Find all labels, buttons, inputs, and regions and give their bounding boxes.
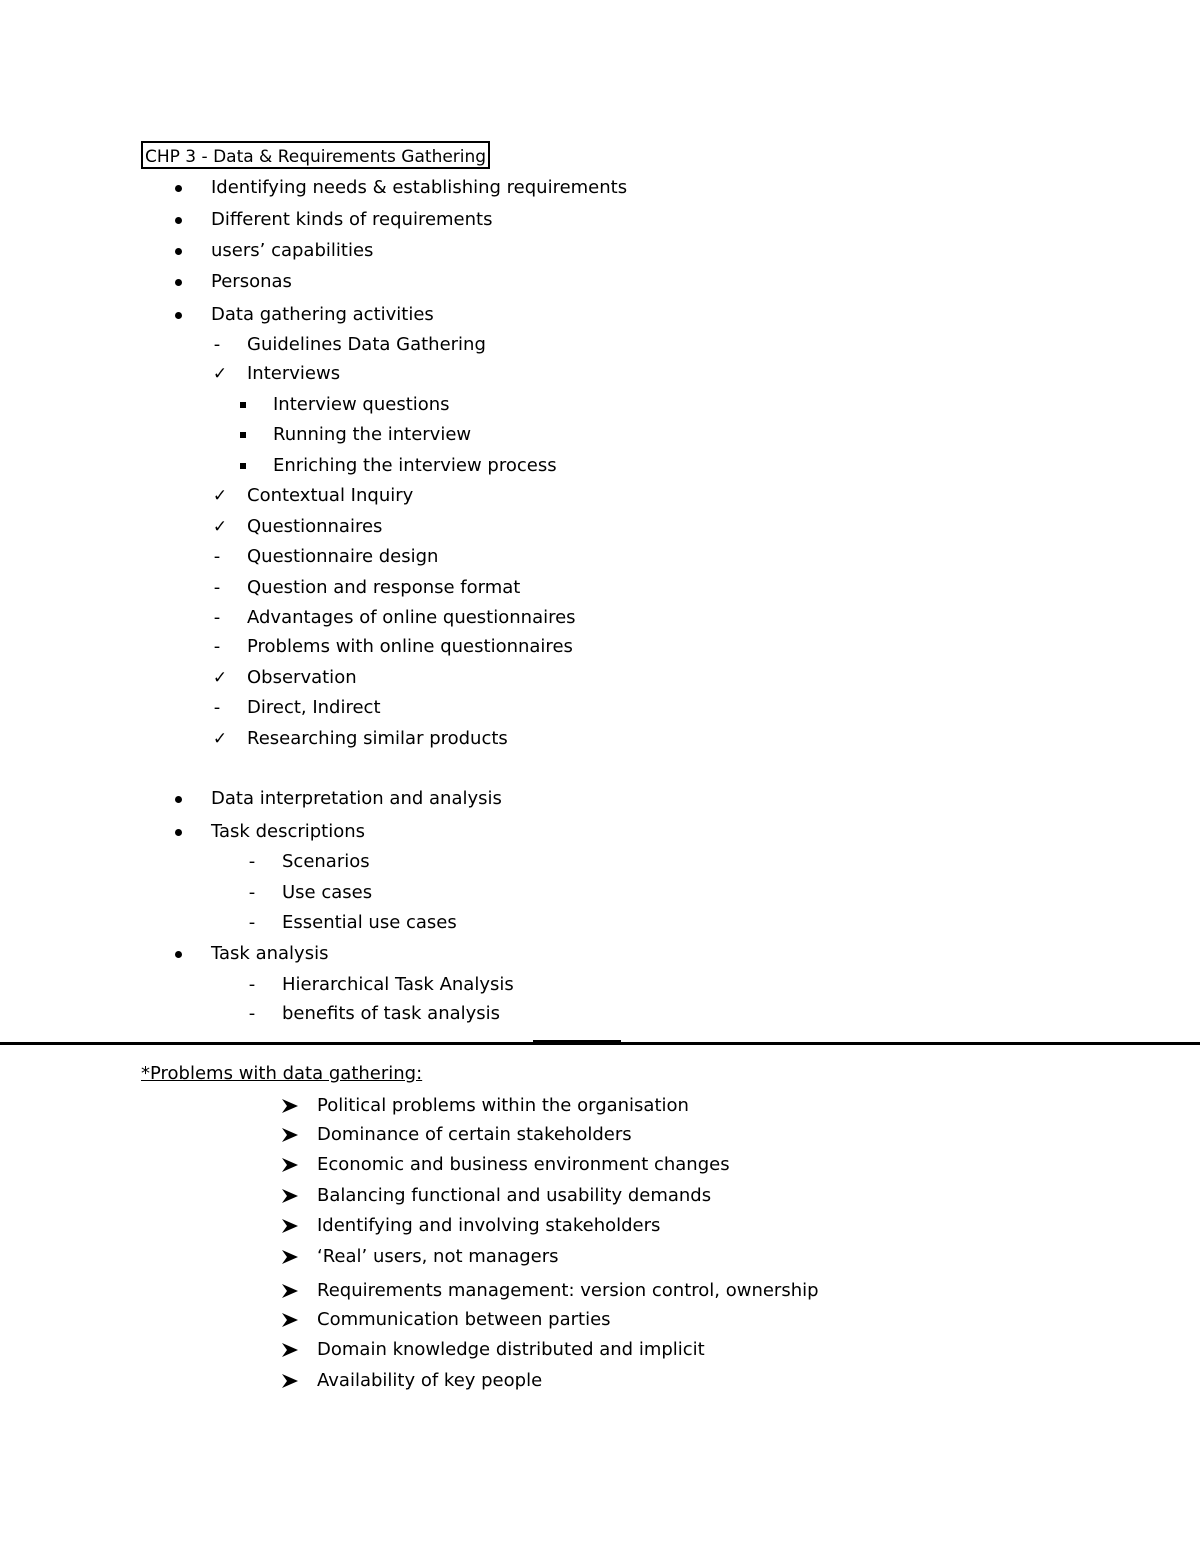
arrow-bullet-icon — [281, 1339, 303, 1361]
bullet-dot-icon — [168, 177, 188, 199]
list-item: Problems with online questionnaires — [247, 636, 573, 657]
list-item: Questionnaire design — [247, 546, 439, 567]
page-title: CHP 3 - Data & Requirements Gathering — [141, 141, 490, 169]
arrow-bullet-icon — [281, 1280, 303, 1302]
dash-icon — [242, 882, 262, 904]
dash-icon — [242, 1003, 262, 1025]
list-item: Contextual Inquiry — [247, 485, 414, 506]
list-item: Running the interview — [273, 424, 472, 445]
dash-icon — [242, 974, 262, 996]
section-heading: *Problems with data gathering: — [141, 1063, 423, 1084]
bullet-dot-icon — [168, 240, 188, 262]
arrow-bullet-icon — [281, 1215, 303, 1237]
square-bullet-icon — [233, 424, 253, 446]
list-item: Interview questions — [273, 394, 450, 415]
dash-icon — [207, 636, 227, 658]
list-item: users’ capabilities — [211, 240, 374, 261]
list-item: Task descriptions — [211, 821, 366, 842]
bullet-dot-icon — [168, 788, 188, 810]
list-item: Dominance of certain stakeholders — [317, 1124, 632, 1145]
arrow-bullet-icon — [281, 1309, 303, 1331]
list-item: Economic and business environment changes — [317, 1154, 730, 1175]
list-item: Observation — [247, 667, 357, 688]
arrow-bullet-icon — [281, 1154, 303, 1176]
bullet-dot-icon — [168, 821, 188, 843]
arrow-bullet-icon — [281, 1370, 303, 1392]
square-bullet-icon — [233, 455, 253, 477]
list-item: Balancing functional and usability demands — [317, 1185, 712, 1206]
divider-segment — [533, 1040, 621, 1045]
dash-icon — [207, 607, 227, 629]
dash-icon — [207, 334, 227, 356]
bullet-dot-icon — [168, 209, 188, 231]
bullet-dot-icon — [168, 943, 188, 965]
list-item: Political problems within the organisation — [317, 1095, 689, 1116]
checkmark-icon — [210, 728, 230, 750]
list-item: Communication between parties — [317, 1309, 611, 1330]
list-item: Use cases — [282, 882, 373, 903]
checkmark-icon — [210, 485, 230, 507]
list-item: Essential use cases — [282, 912, 457, 933]
bullet-dot-icon — [168, 304, 188, 326]
dash-icon — [242, 851, 262, 873]
dash-icon — [242, 912, 262, 934]
list-item: Personas — [211, 271, 292, 292]
dash-icon — [207, 577, 227, 599]
list-item: Different kinds of requirements — [211, 209, 493, 230]
arrow-bullet-icon — [281, 1095, 303, 1117]
bullet-dot-icon — [168, 271, 188, 293]
list-item: Researching similar products — [247, 728, 508, 749]
list-item: Identifying needs & establishing requirements — [211, 177, 628, 198]
dash-icon — [207, 697, 227, 719]
list-item: Data interpretation and analysis — [211, 788, 502, 809]
list-item: Question and response format — [247, 577, 521, 598]
arrow-bullet-icon — [281, 1185, 303, 1207]
list-item: Interviews — [247, 363, 341, 384]
list-item: Availability of key people — [317, 1370, 543, 1391]
list-item: Requirements management: version control, ownership — [317, 1280, 819, 1301]
list-item: Task analysis — [211, 943, 329, 964]
list-item: benefits of task analysis — [282, 1003, 501, 1024]
checkmark-icon — [210, 363, 230, 385]
list-item: Direct, Indirect — [247, 697, 381, 718]
list-item: Hierarchical Task Analysis — [282, 974, 514, 995]
arrow-bullet-icon — [281, 1246, 303, 1268]
list-item: Enriching the interview process — [273, 455, 557, 476]
list-item: Advantages of online questionnaires — [247, 607, 576, 628]
list-item: Scenarios — [282, 851, 370, 872]
list-item: Domain knowledge distributed and implicit — [317, 1339, 705, 1360]
list-item: Questionnaires — [247, 516, 383, 537]
square-bullet-icon — [233, 394, 253, 416]
checkmark-icon — [210, 667, 230, 689]
dash-icon — [207, 546, 227, 568]
list-item: Data gathering activities — [211, 304, 434, 325]
arrow-bullet-icon — [281, 1124, 303, 1146]
list-item: ‘Real’ users, not managers — [317, 1246, 559, 1267]
list-item: Guidelines Data Gathering — [247, 334, 486, 355]
checkmark-icon — [210, 516, 230, 538]
list-item: Identifying and involving stakeholders — [317, 1215, 661, 1236]
